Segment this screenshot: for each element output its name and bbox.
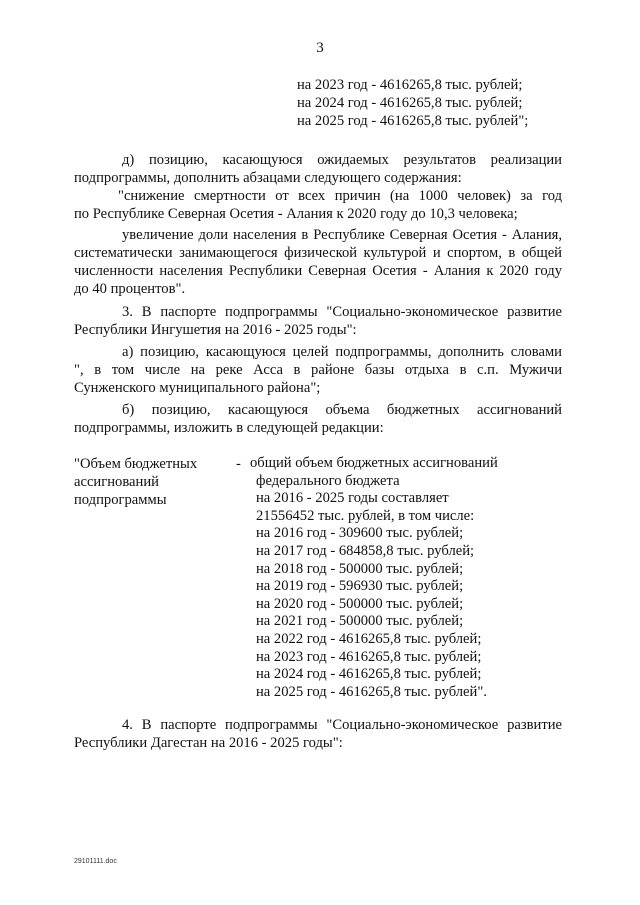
table-value-line: на 2021 год - 500000 тыс. рублей;: [256, 613, 464, 630]
budget-line-2023: на 2023 год - 4616265,8 тыс. рублей;: [297, 77, 523, 93]
paragraph-line: подпрограммы, изложить в следующей редакции:: [74, 420, 384, 436]
paragraph-line: ", в том числе на реке Асса в районе базы отдыха в с.п. Мужичи: [74, 362, 562, 378]
paragraph-line: численности населения Республики Северная Осетия - Алания к 2020 году: [74, 263, 562, 279]
page-number: 3: [316, 40, 324, 56]
table-dash: -: [236, 456, 241, 472]
table-value-cell: [250, 455, 498, 701]
paragraph-line: Сунженского муниципального района";: [74, 380, 321, 396]
table-value-line: на 2020 год - 500000 тыс. рублей;: [256, 595, 464, 612]
table-value-line: общий объем бюджетных ассигнований: [250, 455, 498, 471]
table-value-line: на 2018 год - 500000 тыс. рублей;: [256, 560, 464, 577]
paragraph-3b: [74, 401, 562, 437]
paragraph-line: до 40 процентов".: [74, 281, 186, 297]
table-label-line: подпрограммы: [74, 492, 167, 508]
paragraph-line: б) позицию, касающуюся объема бюджетных ассигнований: [122, 402, 562, 418]
table-value-line: на 2024 год - 4616265,8 тыс. рублей;: [256, 666, 482, 683]
quote-mortality: [74, 187, 562, 223]
table-value-line: на 2023 год - 4616265,8 тыс. рублей;: [256, 648, 482, 665]
paragraph-line: Республики Дагестан на 2016 - 2025 годы":: [74, 735, 343, 751]
paragraph-line: увеличение доли населения в Республике Северная Осетия - Алания,: [122, 227, 562, 243]
table-value-line: на 2016 - 2025 годы составляет: [256, 490, 449, 507]
table-value-line: на 2025 год - 4616265,8 тыс. рублей".: [256, 683, 487, 700]
table-label-cell: [74, 455, 234, 509]
table-value-line: федерального бюджета: [256, 472, 400, 489]
table-value-line: на 2022 год - 4616265,8 тыс. рублей;: [256, 630, 482, 647]
footer-filename: 29101111.doc: [74, 858, 117, 865]
paragraph-line: "снижение смертности от всех причин (на 1000 человек) за год: [118, 188, 562, 204]
paragraph-line: Республики Ингушетия на 2016 - 2025 годы":: [74, 322, 357, 338]
table-label-line: ассигнований: [74, 474, 159, 490]
paragraph-line: 4. В паспорте подпрограммы "Социально-экономическое развитие: [122, 717, 562, 733]
table-value-line: на 2016 год - 309600 тыс. рублей;: [256, 525, 464, 542]
budget-line-2025: на 2025 год - 4616265,8 тыс. рублей";: [297, 113, 529, 129]
paragraph-line: по Республике Северная Осетия - Алания к 2020 году до 10,3 человека;: [74, 206, 518, 222]
paragraph-line: д) позицию, касающуюся ожидаемых результатов реализации: [122, 152, 562, 168]
paragraph-line: а) позицию, касающуюся целей подпрограммы, дополнить словами: [122, 344, 562, 360]
paragraph-line: подпрограммы, дополнить абзацами следующего содержания:: [74, 170, 462, 186]
paragraph-3a: [74, 343, 562, 397]
paragraph-3: [74, 303, 562, 339]
table-value-line: 21556452 тыс. рублей, в том числе:: [256, 507, 475, 524]
quote-sport: [74, 226, 562, 298]
paragraph-line: систематически занимающегося физической культурой и спортом, в общей: [74, 245, 562, 261]
table-value-line: на 2017 год - 684858,8 тыс. рублей;: [256, 542, 475, 559]
paragraph-line: 3. В паспорте подпрограммы "Социально-экономическое развитие: [122, 304, 562, 320]
table-label-line: "Объем бюджетных: [74, 456, 198, 472]
paragraph-d: [74, 151, 562, 187]
paragraph-4: [74, 716, 562, 752]
table-value-line: на 2019 год - 596930 тыс. рублей;: [256, 578, 464, 595]
budget-line-2024: на 2024 год - 4616265,8 тыс. рублей;: [297, 95, 523, 111]
